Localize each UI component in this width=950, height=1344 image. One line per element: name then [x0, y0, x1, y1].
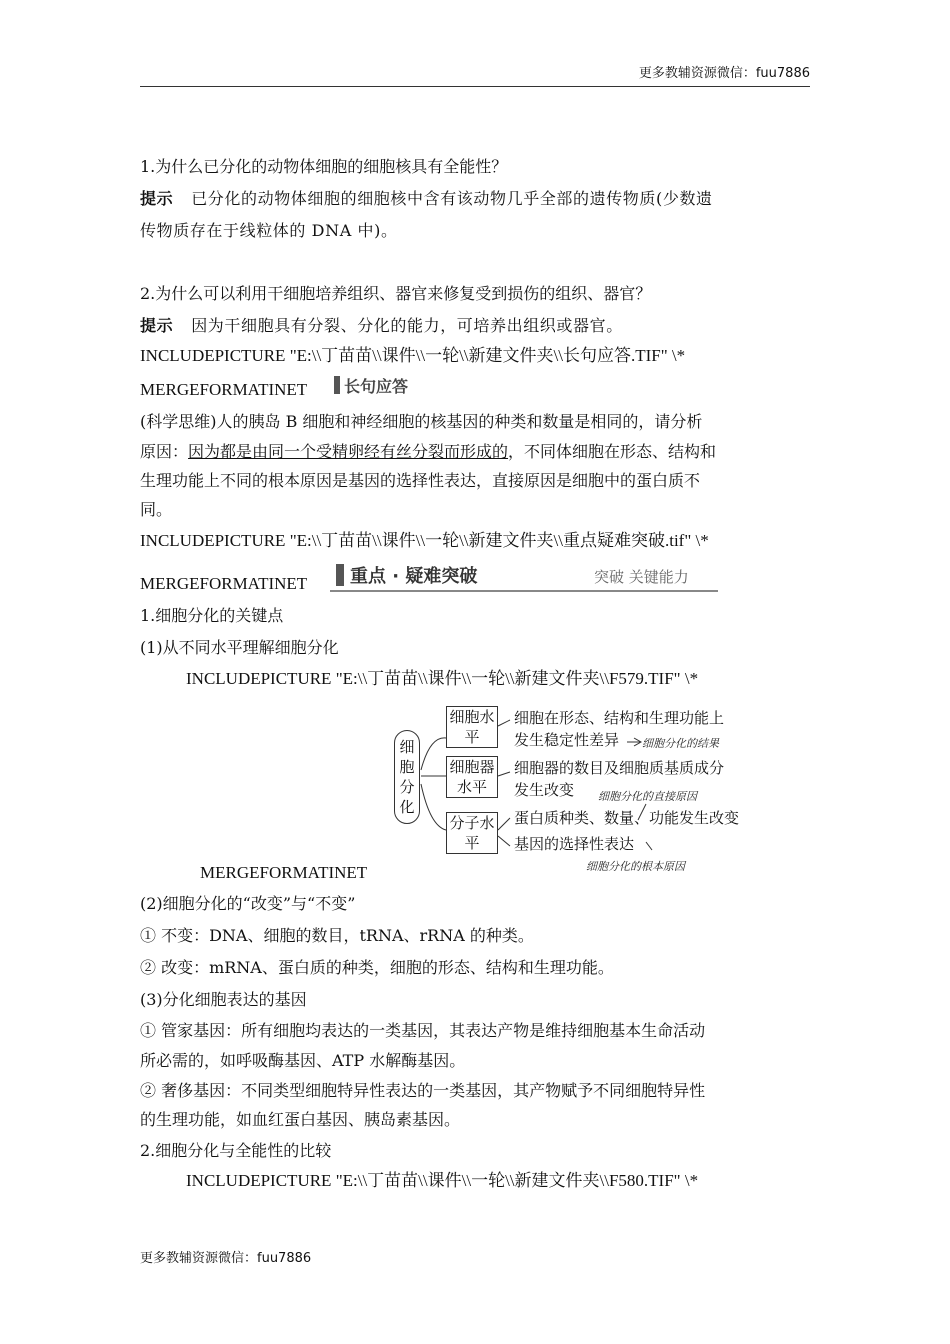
section-1-sub2: (2)细胞分化的“改变”与“不变” — [140, 894, 356, 913]
diagram-note-root-cause: 细胞分化的根本原因 — [586, 860, 685, 873]
banner-title: 长句应答 — [344, 377, 409, 396]
diagram-root: 细胞分化 — [394, 730, 420, 824]
diagram-organelle-line1: 细胞器的数目及细胞质基质成分 — [514, 759, 725, 777]
diagram-cell-line1: 细胞在形态、结构和生理功能上 — [514, 709, 725, 727]
luxury-gene-line1: ② 奢侈基因：不同类型细胞特异性表达的一类基因，其产物赋予不同细胞特异性 — [140, 1081, 706, 1100]
hint-1-line2: 传物质存在于线粒体的 DNA 中)。 — [140, 221, 398, 240]
luxury-gene-line2: 的生理功能，如血红蛋白基因、胰岛素基因。 — [140, 1110, 461, 1129]
differentiation-diagram — [390, 700, 760, 880]
unchanged-item: ① 不变：DNA、细胞的数目，tRNA、rRNA 的种类。 — [140, 926, 534, 945]
diagram-box-molecular-level: 分子水平 — [446, 812, 498, 854]
long-answer-rest: ，不同体细胞在形态、结构和 — [508, 442, 717, 461]
hint-text: 因为干细胞具有分裂、分化的能力，可培养出组织或器官。 — [191, 316, 623, 335]
long-answer-banner — [330, 374, 422, 396]
diagram-note-result: 细胞分化的结果 — [642, 737, 719, 750]
section-1-title: 1.细胞分化的关键点 — [140, 606, 284, 625]
page-header — [140, 64, 810, 87]
question-1: 1.为什么已分化的动物体细胞的细胞核具有全能性？ — [140, 157, 508, 176]
long-answer-line1: (科学思维)人的胰岛 B 细胞和神经细胞的核基因的种类和数量是相同的，请分析 — [140, 412, 703, 431]
long-answer-line3: 生理功能上不同的根本原因是基因的选择性表达，直接原因是细胞中的蛋白质不 — [140, 471, 701, 490]
field-code-key-end: MERGEFORMATINET — [140, 574, 308, 593]
banner-title: 重点 · 疑难突破 — [350, 566, 478, 587]
housekeeping-gene-line1: ① 管家基因：所有细胞均表达的一类基因，其表达产物是维持细胞基本生命活动 — [140, 1021, 706, 1040]
long-answer-line4: 同。 — [140, 500, 173, 519]
long-answer-prefix: 原因： — [140, 442, 189, 461]
diagram-molecular-line2: 基因的选择性表达 — [514, 835, 635, 853]
question-2: 2.为什么可以利用干细胞培养组织、器官来修复受到损伤的组织、器官？ — [140, 284, 652, 303]
banner-bar — [336, 564, 344, 586]
diagram-organelle-line2: 发生改变 — [514, 781, 575, 799]
underlined-reason: 因为都是由同一个受精卵经有丝分裂而形成的 — [188, 442, 509, 461]
header-wechat: 更多教辅资源微信：fuu7886 — [638, 66, 810, 81]
diagram-box-cell-level: 细胞水平 — [446, 706, 498, 748]
changed-item: ② 改变：mRNA、蛋白质的种类，细胞的形态、结构和生理功能。 — [140, 958, 614, 977]
footer-wechat: 更多教辅资源微信：fuu7886 — [140, 1251, 312, 1266]
hint-1-line1 — [140, 188, 812, 210]
diagram-box-organelle-level: 细胞器水平 — [446, 756, 498, 798]
field-code-long-end: MERGEFORMATINET — [140, 380, 308, 399]
banner-subtitle: 突破 关键能力 — [594, 568, 689, 586]
hint-2 — [140, 315, 812, 337]
field-code-key: INCLUDEPICTURE "E:\\丁苗苗\\课件\\一轮\\新建文件夹\\重点疑难突破.tif" \* — [140, 531, 709, 550]
section-1-sub3: (3)分化细胞表达的基因 — [140, 990, 307, 1009]
field-code-f580: INCLUDEPICTURE "E:\\丁苗苗\\课件\\一轮\\新建文件夹\\F580.TIF" \* — [186, 1171, 699, 1190]
banner-bar — [334, 376, 340, 394]
field-code-long: INCLUDEPICTURE "E:\\丁苗苗\\课件\\一轮\\新建文件夹\\长句应答.TIF" \* — [140, 346, 686, 365]
diagram-molecular-line1: 蛋白质种类、数量、功能发生改变 — [514, 809, 740, 827]
section-2-title: 2.细胞分化与全能性的比较 — [140, 1141, 332, 1160]
housekeeping-gene-line2: 所必需的，如呼吸酶基因、ATP 水解酶基因。 — [140, 1051, 466, 1070]
hint-text: 已分化的动物体细胞的细胞核中含有该动物几乎全部的遗传物质(少数遗 — [191, 189, 713, 208]
hint-label: 提示 — [140, 189, 174, 208]
key-points-banner — [330, 560, 718, 592]
field-code-f579-end: MERGEFORMATINET — [200, 863, 368, 882]
diagram-note-direct-cause: 细胞分化的直接原因 — [598, 790, 697, 803]
hint-label: 提示 — [140, 316, 174, 335]
long-answer-line2 — [140, 441, 812, 463]
page-footer — [140, 1247, 311, 1266]
field-code-f579: INCLUDEPICTURE "E:\\丁苗苗\\课件\\一轮\\新建文件夹\\F579.TIF" \* — [186, 669, 699, 688]
section-1-sub1: (1)从不同水平理解细胞分化 — [140, 638, 339, 657]
diagram-cell-line2: 发生稳定性差异 — [514, 731, 620, 749]
